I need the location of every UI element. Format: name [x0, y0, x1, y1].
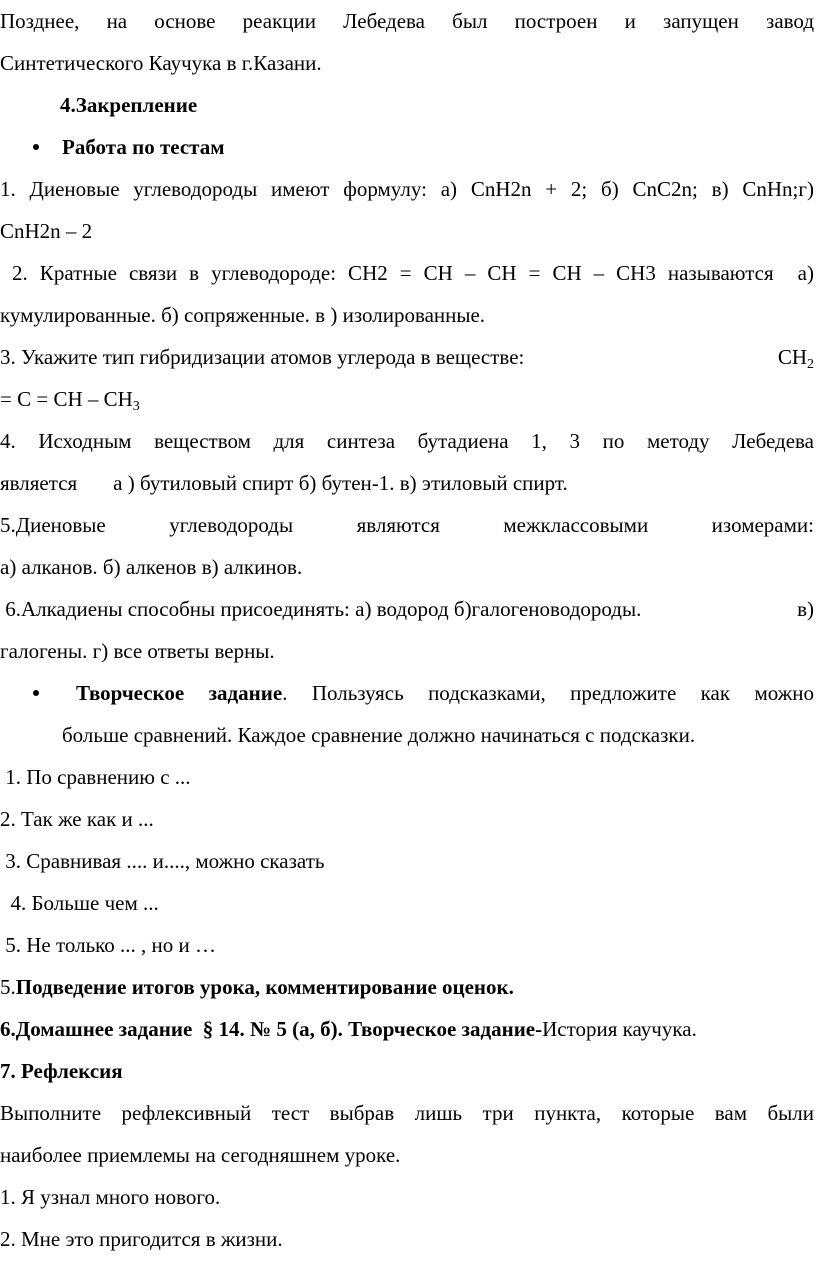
intro-line-1: Позднее, на основе реакции Лебедева был построен и запущен завод: [0, 9, 814, 33]
section-4-title: 4.Закрепление: [60, 93, 198, 117]
question-4-line-1: 4. Исходным веществом для синтеза бутадиена 1, 3 по методу Лебедева: [0, 429, 814, 453]
section-5: [0, 966, 814, 1008]
question-3-text: 3. Укажите тип гибридизации атомов углерода в веществе:: [0, 345, 525, 369]
creative-task-line-2: больше сравнений. Каждое сравнение должно начинаться с подсказки.: [62, 723, 696, 747]
question-6-line-2: галогены. г) все ответы верны.: [0, 639, 275, 663]
question-6-line-1: [0, 588, 814, 630]
bullet-dot-icon: [33, 690, 39, 696]
section-6-title: 6.Домашнее задание § 14. № 5 (а, б). Творческое задание-: [0, 1017, 543, 1041]
section-5-title: Подведение итогов урока, комментирование оценок.: [15, 975, 514, 999]
question-4-line-2: [0, 462, 814, 504]
question-6-part-a: 6.Алкадиены способны присоединять: а) водород б)галогеноводороды.: [0, 597, 642, 621]
question-4-part-a: является: [0, 471, 78, 495]
question-1-line-2: CnH2n – 2: [0, 219, 93, 243]
creative-task: [0, 672, 814, 756]
question-3-formula-part-1: [778, 336, 814, 378]
tests-title: [0, 126, 814, 168]
question-3-line-1: [0, 336, 814, 378]
section-5-number: 5.: [0, 975, 16, 999]
intro-line-2: Синтетического Каучука в г.Казани.: [0, 51, 322, 75]
section-7-title: 7. Рефлексия: [0, 1059, 123, 1083]
question-3-line-2: [0, 378, 814, 420]
formula-sub-3: 3: [132, 399, 140, 414]
question-2-line-2: кумулированные. б) сопряженные. в ) изолированные.: [0, 303, 486, 327]
section-6-text: История каучука.: [542, 1017, 697, 1041]
formula-ch: CH: [777, 345, 807, 369]
hint-2: 2. Так же как и ...: [0, 807, 154, 831]
reflection-item-2: 2. Мне это пригодится в жизни.: [0, 1227, 283, 1251]
hint-3: 3. Сравнивая .... и...., можно сказать: [0, 849, 325, 873]
question-2-line-1: 2. Кратные связи в углеводороде: CH2 = CH – CH = CH – CH3 называются а): [0, 261, 814, 285]
creative-task-title: Творческое задание: [76, 681, 283, 705]
section-6: [0, 1008, 814, 1050]
section-7-text-1: Выполните рефлексивный тест выбрав лишь три пункта, которые вам были: [0, 1101, 814, 1125]
hint-5: 5. Не только ... , но и …: [0, 933, 217, 957]
creative-task-text-1: . Пользуясь подсказками, предложите как можно: [282, 681, 814, 705]
formula-sub-2: 2: [807, 357, 814, 372]
creative-task-line-1: [62, 672, 814, 714]
question-4-part-b: а ) бутиловый спирт б) бутен-1. в) этиловый спирт.: [113, 471, 568, 495]
hint-4: 4. Больше чем ...: [0, 891, 159, 915]
question-5-line-1: 5.Диеновые углеводороды являются межклассовыми изомерами:: [0, 513, 814, 537]
formula-rest: = C = CH – CH: [0, 387, 133, 411]
reflection-item-1: 1. Я узнал много нового.: [0, 1185, 221, 1209]
question-5-line-2: а) алканов. б) алкенов в) алкинов.: [0, 555, 303, 579]
tests-title-text: Работа по тестам: [62, 135, 225, 159]
question-6-part-b: в): [797, 597, 814, 621]
bullet-dot-icon: [33, 144, 39, 150]
question-1-line-1: 1. Диеновые углеводороды имеют формулу: а) CnH2n + 2; б) CnC2n; в) CnHn;г): [0, 177, 814, 201]
section-7-text-2: наиболее приемлемы на сегодняшнем уроке.: [0, 1143, 401, 1167]
hint-1: 1. По сравнению с ...: [0, 765, 191, 789]
